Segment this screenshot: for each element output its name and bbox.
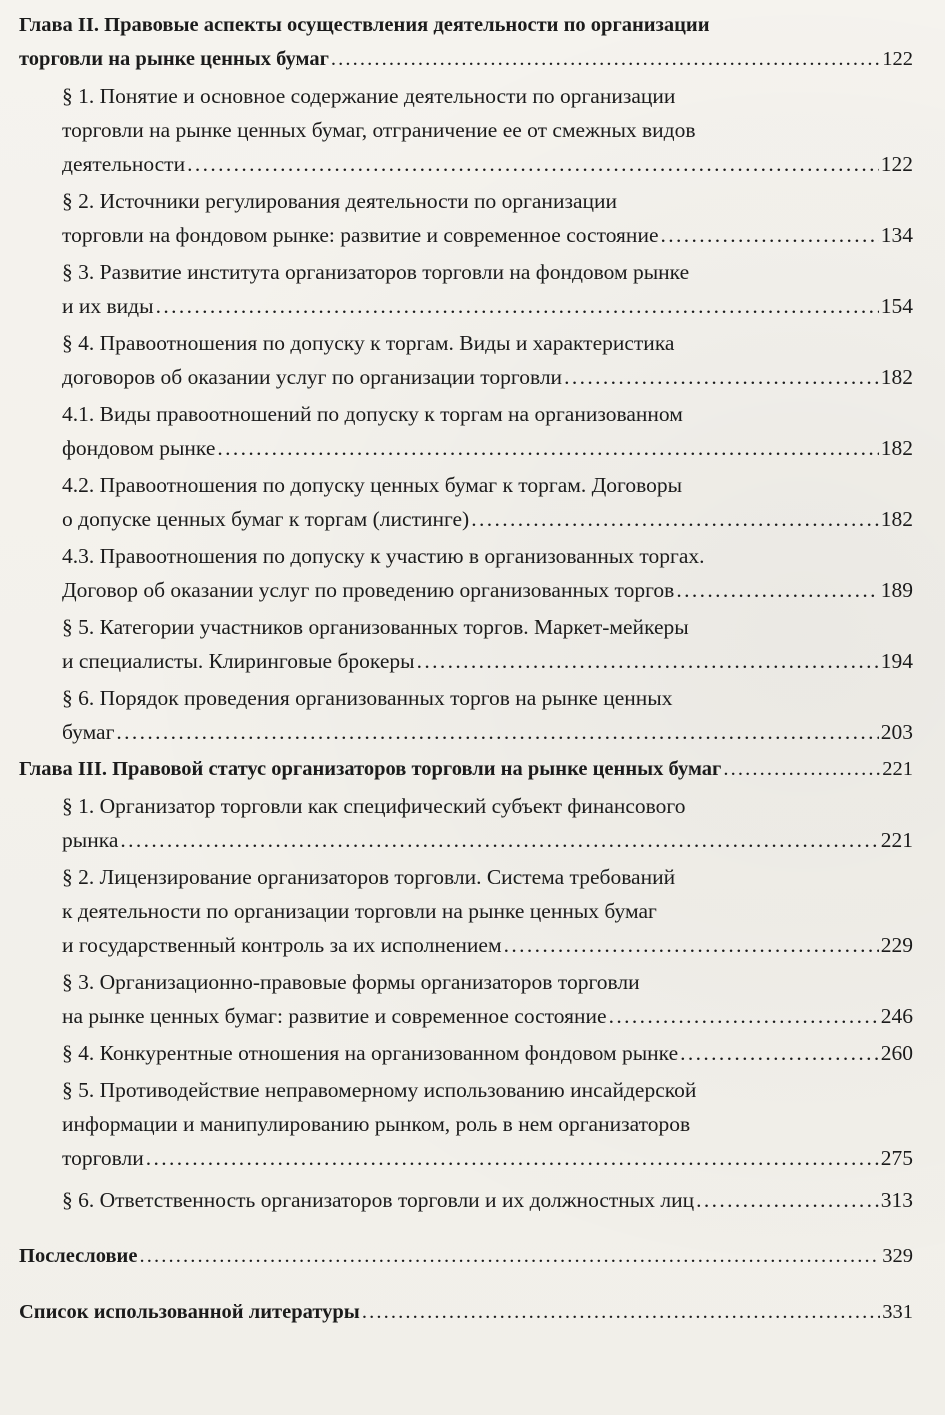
toc-entry-ch2-s2 xyxy=(0,184,945,252)
toc-line: § 4. Правоотношения по допуску к торгам. Виды и характеристика xyxy=(62,331,675,355)
toc-line: § 2. Лицензирование организаторов торговли. Система требований xyxy=(62,865,676,889)
table-of-contents xyxy=(0,8,945,1329)
page-number: 221 xyxy=(882,758,913,780)
page-number: 313 xyxy=(880,1188,913,1212)
toc-entry-ch2-s4 xyxy=(0,326,945,394)
toc-entry-ch2-s5 xyxy=(0,610,945,678)
page-number: 275 xyxy=(880,1146,913,1170)
page-number: 260 xyxy=(880,1041,913,1065)
toc-entry-ch3-s2 xyxy=(0,860,945,962)
toc-entry-ch2-s6 xyxy=(0,681,945,749)
toc-line: § 3. Развитие института организаторов торговли на фондовом рынке xyxy=(62,260,690,284)
page-number: 194 xyxy=(880,649,913,673)
page-number: 331 xyxy=(882,1301,913,1323)
toc-line: торговли на рынке ценных бумаг, отграничение ее от смежных видов xyxy=(62,118,696,142)
toc-line: Договор об оказании услуг по проведению организованных торгов xyxy=(62,578,675,602)
dot-leader xyxy=(331,42,880,76)
toc-entry-afterword xyxy=(0,1239,945,1273)
toc-entry-chapter-3 xyxy=(0,752,945,786)
toc-line: § 6. Ответственность организаторов торговли и их должностных лиц xyxy=(62,1188,695,1212)
toc-entry-ch2-s4-2 xyxy=(0,468,945,536)
toc-line: § 3. Организационно-правовые формы организаторов торговли xyxy=(62,970,640,994)
dot-leader xyxy=(609,999,879,1033)
toc-entry-chapter-2 xyxy=(0,8,945,76)
toc-line: § 4. Конкурентные отношения на организованном фондовом рынке xyxy=(62,1041,679,1065)
toc-line: на рынке ценных бумаг: развитие и современное состояние xyxy=(62,1004,607,1028)
dot-leader xyxy=(661,218,879,252)
dot-leader xyxy=(116,715,878,749)
toc-entry-ch3-s3 xyxy=(0,965,945,1033)
toc-entry-ch3-s6 xyxy=(0,1183,945,1217)
page-number: 182 xyxy=(880,365,913,389)
toc-line: информации и манипулированию рынком, роль в нем организаторов xyxy=(62,1112,691,1136)
page-number: 182 xyxy=(880,436,913,460)
toc-line: деятельности xyxy=(62,152,186,176)
toc-line: § 1. Организатор торговли как специфический субъект финансового xyxy=(62,794,686,818)
dot-leader xyxy=(417,644,879,678)
page-number: 122 xyxy=(880,152,913,176)
page-number: 329 xyxy=(882,1245,913,1267)
toc-entry-ch3-s5 xyxy=(0,1073,945,1175)
toc-entry-ch2-s3 xyxy=(0,255,945,323)
toc-line: Послесловие xyxy=(19,1245,138,1267)
dot-leader xyxy=(187,147,879,181)
toc-line: рынка xyxy=(62,828,119,852)
toc-entry-ch3-s4 xyxy=(0,1036,945,1070)
dot-leader xyxy=(156,289,879,323)
toc-entry-bibliography xyxy=(0,1295,945,1329)
toc-line: бумаг xyxy=(62,720,115,744)
page-number: 221 xyxy=(880,828,913,852)
toc-line: Список использованной литературы xyxy=(19,1301,360,1323)
dot-leader xyxy=(680,1036,879,1070)
toc-line: Глава II. Правовые аспекты осуществления деятельности по организации xyxy=(19,14,710,36)
dot-leader xyxy=(723,752,880,786)
page-number: 134 xyxy=(880,223,913,247)
page-number: 154 xyxy=(880,294,913,318)
toc-line: и их виды xyxy=(62,294,154,318)
toc-entry-ch2-s4-1 xyxy=(0,397,945,465)
dot-leader xyxy=(696,1183,879,1217)
toc-line: § 5. Противодействие неправомерному использованию инсайдерской xyxy=(62,1078,697,1102)
toc-entry-ch2-s1 xyxy=(0,79,945,181)
toc-line: фондовом рынке xyxy=(62,436,216,460)
dot-leader xyxy=(139,1239,880,1273)
toc-line: § 6. Порядок проведения организованных торгов на рынке ценных xyxy=(62,686,673,710)
dot-leader xyxy=(362,1295,880,1329)
dot-leader xyxy=(471,502,879,536)
dot-leader xyxy=(146,1141,879,1175)
page-number: 182 xyxy=(880,507,913,531)
page-number: 189 xyxy=(880,578,913,602)
page-number: 203 xyxy=(880,720,913,744)
toc-line: § 1. Понятие и основное содержание деятельности по организации xyxy=(62,84,676,108)
toc-entry-ch2-s4-3 xyxy=(0,539,945,607)
toc-line: § 2. Источники регулирования деятельности по организации xyxy=(62,189,618,213)
page-number: 229 xyxy=(880,933,913,957)
toc-line: торговли xyxy=(62,1146,144,1170)
toc-line: договоров об оказании услуг по организации торговли xyxy=(62,365,563,389)
dot-leader xyxy=(504,928,879,962)
toc-line: и государственный контроль за их исполнением xyxy=(62,933,502,957)
toc-line: § 5. Категории участников организованных торгов. Маркет-мейкеры xyxy=(62,615,689,639)
dot-leader xyxy=(120,823,878,857)
dot-leader xyxy=(564,360,879,394)
toc-line: 4.2. Правоотношения по допуску ценных бумаг к торгам. Договоры xyxy=(62,473,683,497)
dot-leader xyxy=(217,431,878,465)
dot-leader xyxy=(676,573,878,607)
page-number: 122 xyxy=(882,48,913,70)
toc-line: и специалисты. Клиринговые брокеры xyxy=(62,649,415,673)
toc-line: Глава III. Правовой статус организаторов торговли на рынке ценных бумаг xyxy=(19,758,722,780)
page-number: 246 xyxy=(880,1004,913,1028)
toc-entry-ch3-s1 xyxy=(0,789,945,857)
toc-line: о допуске ценных бумаг к торгам (листинге) xyxy=(62,507,470,531)
toc-line: 4.3. Правоотношения по допуску к участию в организованных торгах. xyxy=(62,544,705,568)
toc-line: к деятельности по организации торговли на рынке ценных бумаг xyxy=(62,899,657,923)
toc-line: торговли на рынке ценных бумаг xyxy=(19,48,329,70)
toc-line: 4.1. Виды правоотношений по допуску к торгам на организованном xyxy=(62,402,683,426)
toc-line: торговли на фондовом рынке: развитие и современное состояние xyxy=(62,223,659,247)
